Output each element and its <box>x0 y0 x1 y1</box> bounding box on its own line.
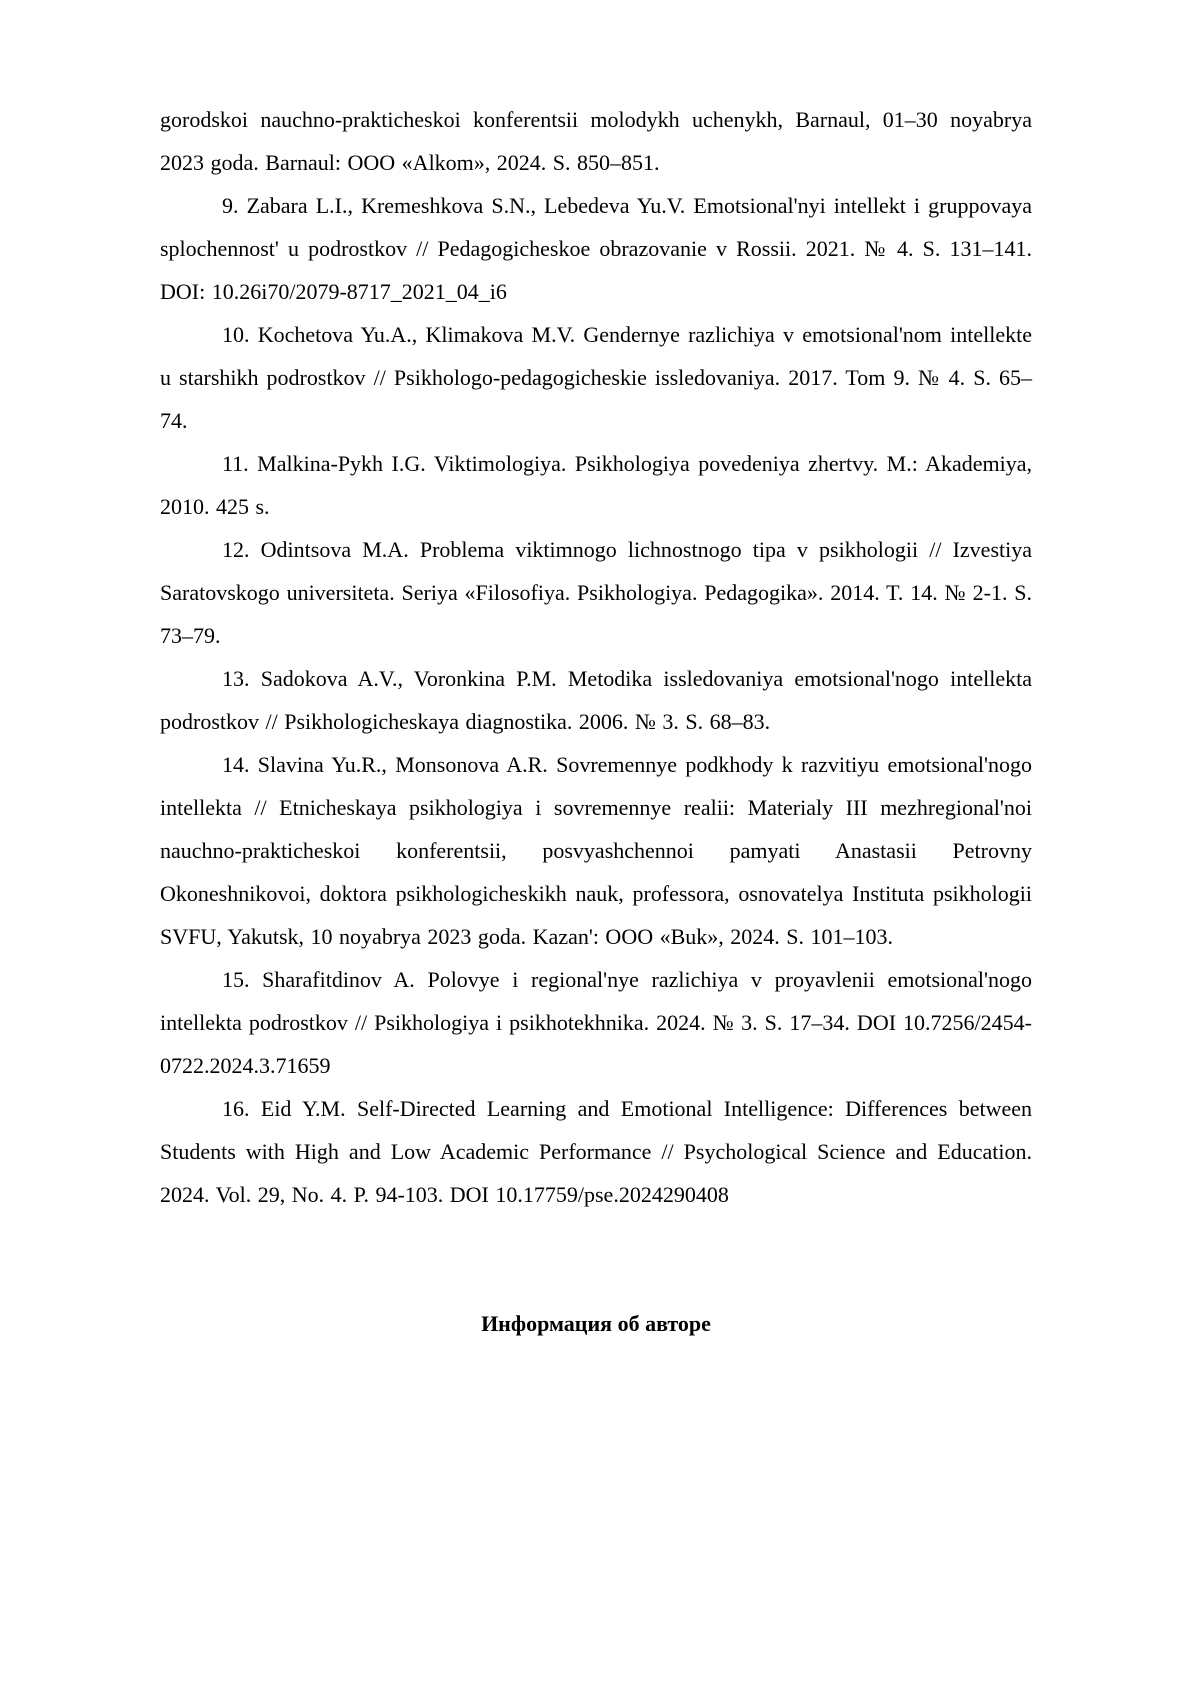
reference-item-15: 15. Sharafitdinov A. Polovye i regional'nye razlichiya v proyavlenii emotsional'nogo intellekta podrostkov // Psikhologiya i psikhotekhnika. 2024. № 3. S. 17–34. DOI 10.7256/2454-0722.2024.3.71659 <box>160 967 1032 1078</box>
reference-item-14: 14. Slavina Yu.R., Monsonova A.R. Sovremennye podkhody k razvitiyu emotsional'nogo intellekta // Etnicheskaya psikhologiya i sovremennye realii: Materialy III mezhregional'noi nauchno-prakticheskoi konferentsii, posvyashchennoi pamyati Anastasii Petrovny Okoneshnikovoi, doktora psikhologicheskikh nauk, professora, osnovatelya Instituta psikhologii SVFU, Yakutsk, 10 noyabrya 2023 goda. Kazan': OOO «Buk», 2024. S. 101–103. <box>160 752 1032 949</box>
reference-item-12: 12. Odintsova M.A. Problema viktimnogo lichnostnogo tipa v psikhologii // Izvestiya Saratovskogo universiteta. Seriya «Filosofiya. Psikhologiya. Pedagogika». 2014. T. 14. № 2-1. S. 73–79. <box>160 537 1032 648</box>
section-heading: Информация об авторе <box>481 1311 711 1336</box>
reference-item-10: 10. Kochetova Yu.A., Klimakova M.V. Gendernye razlichiya v emotsional'nom intellekte u starshikh podrostkov // Psikhologo-pedagogicheskie issledovaniya. 2017. Tom 9. № 4. S. 65–74. <box>160 322 1032 433</box>
reference-continuation: gorodskoi nauchno-prakticheskoi konferentsii molodykh uchenykh, Barnaul, 01–30 noyabrya 2023 goda. Barnaul: OOO «Alkom», 2024. S. 850–851. <box>160 107 1032 175</box>
reference-item-16: 16. Eid Y.M. Self-Directed Learning and Emotional Intelligence: Differences between Students with High and Low Academic Performance // Psychological Science and Education. 2024. Vol. 29, No. 4. P. 94-103. DOI 10.17759/pse.2024290408 <box>160 1096 1032 1207</box>
reference-item-9: 9. Zabara L.I., Kremeshkova S.N., Lebedeva Yu.V. Emotsional'nyi intellekt i gruppovaya splochennost' u podrostkov // Pedagogicheskoe obrazovanie v Rossii. 2021. № 4. S. 131–141. DOI: 10.26i70/2079-8717_2021_04_i6 <box>160 193 1032 304</box>
reference-item-11: 11. Malkina-Pykh I.G. Viktimologiya. Psikhologiya povedeniya zhertvy. M.: Akademiya, 2010. 425 s. <box>160 451 1032 519</box>
reference-item-13: 13. Sadokova A.V., Voronkina P.M. Metodika issledovaniya emotsional'nogo intellekta podrostkov // Psikhologicheskaya diagnostika. 2006. № 3. S. 68–83. <box>160 666 1032 734</box>
